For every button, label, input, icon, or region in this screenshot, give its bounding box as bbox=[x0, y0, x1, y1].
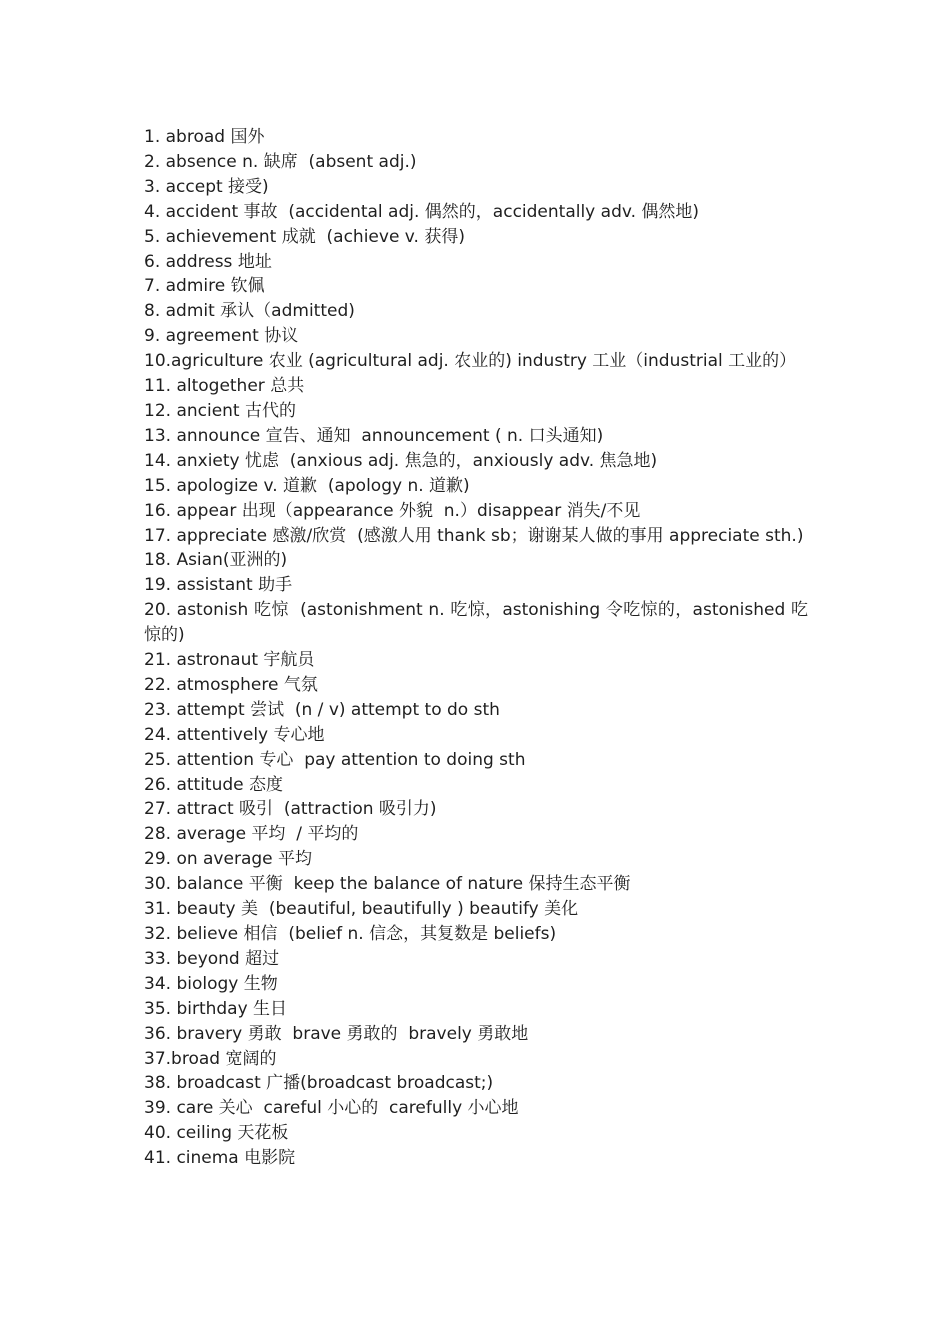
list-item: 5. achievement 成就 (achieve v. 获得) bbox=[144, 226, 465, 247]
list-item: 14. anxiety 忧虑 (anxious adj. 焦急的，anxiously adv. 焦急地) bbox=[144, 450, 658, 471]
list-item: 34. biology 生物 bbox=[144, 973, 278, 994]
list-item: 1. abroad 国外 bbox=[144, 127, 265, 147]
list-item: 2. absence n. 缺席 (absent adj.) bbox=[144, 151, 417, 172]
list-item: 41. cinema 电影院 bbox=[144, 1148, 296, 1169]
list-item: 21. astronaut 宇航员 bbox=[144, 650, 315, 671]
list-item: 4. accident 事故 (accidental adj. 偶然的，accidentally adv. 偶然地) bbox=[144, 201, 700, 222]
list-item: 23. attempt 尝试 (n / v) attempt to do sth bbox=[144, 699, 500, 720]
list-item: 25. attention 专心 pay attention to doing sth bbox=[144, 749, 526, 770]
list-item: 16. appear 出现（appearance 外貌 n.）disappear 消失/不见 bbox=[144, 500, 641, 521]
list-item: 37.broad 宽阔的 bbox=[144, 1048, 277, 1069]
list-item: 6. address 地址 bbox=[144, 251, 272, 272]
list-item: 26. attitude 态度 bbox=[144, 774, 284, 795]
list-item: 35. birthday 生日 bbox=[144, 998, 288, 1019]
list-item: 32. believe 相信 (belief n. 信念，其复数是 beliefs) bbox=[144, 924, 557, 944]
list-item: 27. attract 吸引 (attraction 吸引力) bbox=[144, 799, 437, 820]
list-item: 19. assistant 助手 bbox=[144, 575, 293, 596]
list-item: 15. apologize v. 道歉 (apology n. 道歉) bbox=[144, 475, 470, 496]
list-item: 30. balance 平衡 keep the balance of nature 保持生态平衡 bbox=[144, 874, 631, 895]
list-item: 20. astonish 吃惊 (astonishment n. 吃惊，astonishing 令吃惊的，astonished 吃惊的) bbox=[144, 600, 808, 646]
list-item: 11. altogether 总共 bbox=[144, 376, 305, 397]
list-item: 22. atmosphere 气氛 bbox=[144, 674, 318, 695]
list-item: 7. admire 钦佩 bbox=[144, 276, 265, 297]
list-item: 40. ceiling 天花板 bbox=[144, 1123, 289, 1144]
list-item: 24. attentively 专心地 bbox=[144, 724, 325, 745]
list-item: 38. broadcast 广播(broadcast broadcast;) bbox=[144, 1073, 494, 1094]
list-item: 28. average 平均 / 平均的 bbox=[144, 824, 359, 845]
list-item: 31. beauty 美 (beautiful, beautifully ) beautify 美化 bbox=[144, 899, 579, 920]
list-item: 13. announce 宣告、通知 announcement ( n. 口头通知) bbox=[144, 425, 604, 446]
list-item: 29. on average 平均 bbox=[144, 849, 313, 870]
list-item: 10.agriculture 农业 (agricultural adj. 农业的) industry 工业（industrial 工业的） bbox=[144, 351, 797, 372]
list-item: 39. care 关心 careful 小心的 carefully 小心地 bbox=[144, 1098, 519, 1119]
list-item: 33. beyond 超过 bbox=[144, 948, 280, 969]
list-item: 18. Asian(亚洲的) bbox=[144, 550, 288, 571]
list-item: 3. accept 接受) bbox=[144, 176, 269, 197]
list-item: 8. admit 承认（admitted) bbox=[144, 301, 355, 322]
list-item: 36. bravery 勇敢 brave 勇敢的 bravely 勇敢地 bbox=[144, 1023, 529, 1044]
list-item: 12. ancient 古代的 bbox=[144, 400, 297, 421]
vocabulary-list bbox=[144, 125, 808, 1171]
list-item: 17. appreciate 感激/欣赏 (感激人用 thank sb；谢谢某人做的事用 appreciate sth.) bbox=[144, 525, 804, 546]
list-item: 9. agreement 协议 bbox=[144, 326, 299, 347]
